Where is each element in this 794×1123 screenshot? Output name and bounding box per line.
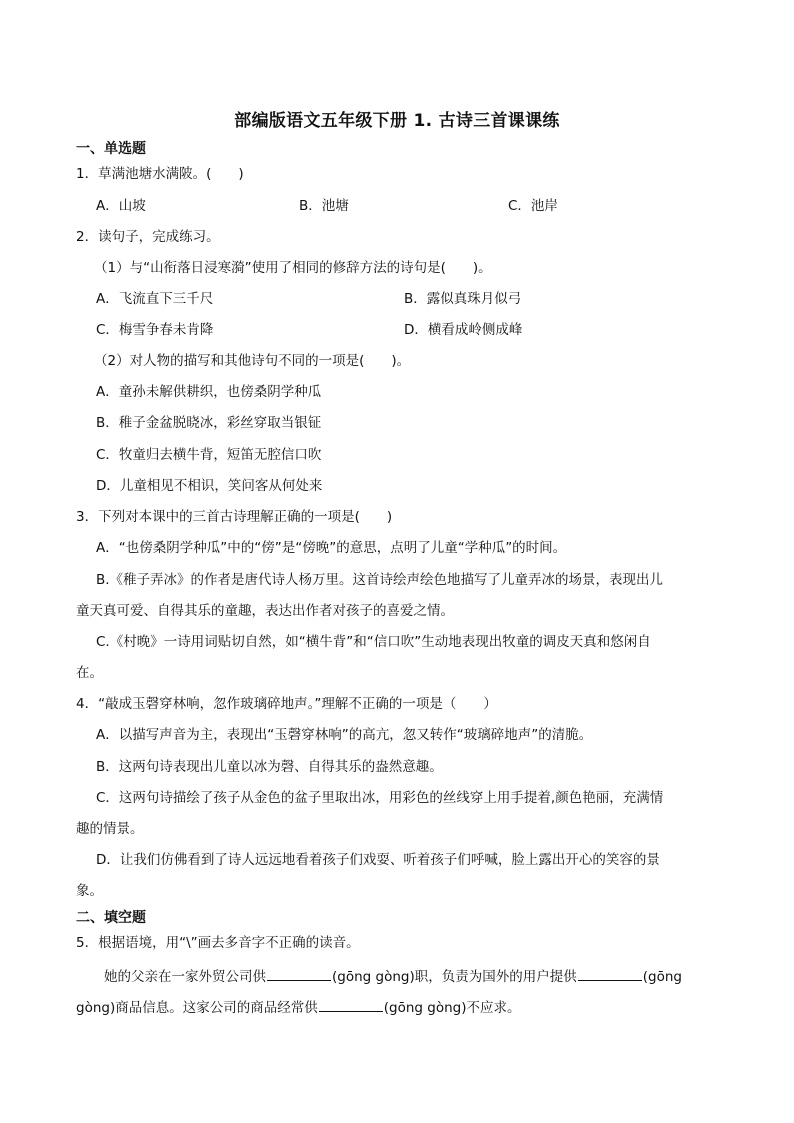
q1-option-b: B．池塘 (299, 198, 349, 214)
q2-sub1-option-d: D．横看成岭侧成峰 (404, 322, 523, 338)
question-1-stem: 1．草满池塘水满陂。( ) (76, 166, 244, 182)
page-title: 部编版语文五年级下册 1. 古诗三首课课练 (234, 111, 560, 131)
q2-sub1-option-b: B．露似真珠月似弓 (404, 291, 522, 307)
q2-sub1-option-c: C．梅雪争春未肯降 (96, 322, 214, 338)
answer-blank-1[interactable] (267, 967, 331, 981)
q2-sub2-option-b: B．稚子金盆脱晓冰，彩丝穿取当银钲 (96, 415, 322, 431)
question-5-stem: 5．根据语境，用“\”画去多音字不正确的读音。 (76, 935, 360, 951)
q4-option-b: B．这两句诗表现出儿童以冰为磬、自得其乐的盎然意趣。 (96, 759, 443, 775)
q5-text-2a: gòng)商品信息。这家公司的商品经常供 (76, 1000, 318, 1016)
answer-blank-3[interactable] (319, 998, 383, 1012)
section-fill-blank: 二、填空题 (76, 910, 146, 926)
q2-sub2-stem: （2）对人物的描写和其他诗句不同的一项是( )。 (94, 353, 411, 369)
q1-option-c: C．池岸 (508, 198, 558, 214)
q5-text-2b: (gōng gòng)不应求。 (383, 1000, 521, 1016)
question-2-stem: 2．读句子，完成练习。 (76, 229, 220, 245)
q5-paragraph-line1 (104, 967, 682, 986)
question-4-stem: 4．“敲成玉磬穿林响，忽作玻璃碎地声。”理解不正确的一项是（ ） (76, 696, 497, 712)
q2-sub2-option-a: A．童孙未解供耕织，也傍桑阴学种瓜 (96, 384, 322, 400)
q3-option-a: A．“也傍桑阴学种瓜”中的“傍”是“傍晚”的意思，点明了儿童“学种瓜”的时间。 (96, 540, 567, 556)
answer-blank-2[interactable] (578, 967, 642, 981)
q4-option-c-line2: 趣的情景。 (76, 821, 144, 837)
q2-sub2-option-d: D．儿童相见不相识，笑问客从何处来 (96, 478, 323, 494)
q4-option-c-line1: C．这两句诗描绘了孩子从金色的盆子里取出冰，用彩色的丝线穿上用手提着,颜色艳丽，充满情 (96, 790, 664, 806)
q3-option-c-line2: 在。 (76, 665, 103, 681)
q2-sub1-option-a: A．飞流直下三千尺 (96, 291, 214, 307)
q3-option-c-line1: C.《村晚》一诗用词贴切自然，如“横牛背”和“信口吹”生动地表现出牧童的调皮天真和悠闲自 (96, 634, 651, 650)
q5-text-1a: 她的父亲在一家外贸公司供 (104, 969, 266, 985)
q4-option-d-line2: 象。 (76, 883, 103, 899)
section-single-choice: 一、单选题 (76, 141, 146, 157)
q2-sub1-stem: （1）与“山衔落日浸寒漪”使用了相同的修辞方法的诗句是( )。 (94, 260, 492, 276)
question-3-stem: 3．下列对本课中的三首古诗理解正确的一项是( ) (76, 509, 393, 525)
q1-option-a: A．山坡 (96, 198, 146, 214)
q4-option-a: A．以描写声音为主，表现出“玉磬穿林响”的高亢，忽又转作“玻璃碎地声”的清脆。 (96, 727, 593, 743)
q3-option-b-line2: 童天真可爱、自得其乐的童趣，表达出作者对孩子的喜爱之情。 (76, 603, 454, 619)
q3-option-b-line1: B.《稚子弄冰》的作者是唐代诗人杨万里。这首诗绘声绘色地描写了儿童弄冰的场景，表现出儿 (96, 572, 664, 588)
q5-text-1b: (gōng gòng)职，负责为国外的用户提供 (332, 969, 577, 985)
q5-paragraph-line2 (76, 998, 520, 1017)
q2-sub2-option-c: C．牧童归去横牛背，短笛无腔信口吹 (96, 447, 322, 463)
q5-text-1c: (gōng (642, 969, 682, 985)
q4-option-d-line1: D．让我们仿佛看到了诗人远远地看着孩子们戏耍、听着孩子们呼喊，脸上露出开心的笑容的景 (96, 852, 660, 868)
